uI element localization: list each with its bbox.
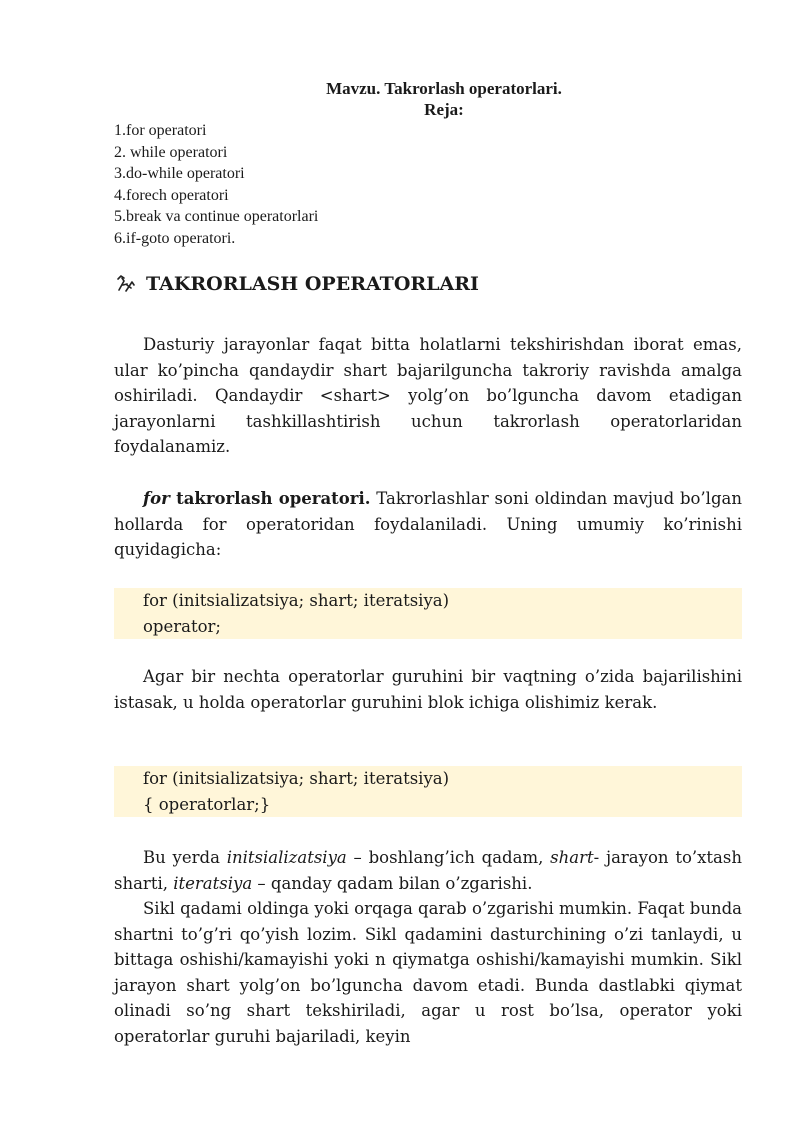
for-heading: takrorlash operatori. xyxy=(169,489,371,508)
section-heading xyxy=(114,272,479,296)
block-paragraph: Agar bir nechta operatorlar guruhini bir vaqtning o’zida bajarilishini istasak, u holda operatorlar guruhini blok ichiga olishimiz kerak. xyxy=(114,667,742,712)
for-paragraph xyxy=(114,486,742,563)
plan-label: Reja: xyxy=(424,100,464,119)
term-iteratsiya: iteratsiya xyxy=(173,873,253,893)
plan-item: 5.break va continue operatorlari xyxy=(114,208,319,226)
explain-text: - jarayon to’xtash sharti, xyxy=(114,848,742,893)
plan-item: 1.for operatori xyxy=(114,122,207,139)
step-paragraph: Sikl qadami oldinga yoki orqaga qarab o’zgarishi mumkin. Faqat bunda shartni to’g’ri qo’yish lozim. Sikl qadamini dasturchining o’zi tanlaydi, u bittaga oshishi/kamayishi yoki n qiymatga oshishi/kamayishi mumkin. Sikl jarayon shart yolg’on bo’lguncha davom etadi. Bunda dastlabki qiymat olinadi so’ng shart tekshiriladi, agar u rost bo’lsa, operator yoki operatorlar guruhi bajariladi, keyin xyxy=(114,899,742,1046)
explain-text: – boshlang’ich qadam, xyxy=(346,848,551,867)
term-shart: shart xyxy=(550,848,594,867)
code-block-single xyxy=(114,588,742,639)
section-heading-text: TAKRORLASH OPERATORLARI xyxy=(146,273,479,295)
plan-item: 2. while operatori xyxy=(114,143,228,161)
topic-title: Mavzu. Takrorlash operatorlari. xyxy=(326,79,562,98)
plan-item: 3.do-while operatori xyxy=(114,165,245,183)
code-line: for (initsializatsiya; shart; iteratsiya) xyxy=(143,591,450,610)
explain-paragraph xyxy=(114,845,742,896)
code-line: { operatorlar;} xyxy=(143,794,271,814)
code-block-multi xyxy=(114,766,742,817)
explain-text: – qanday qadam bilan o’zgarishi. xyxy=(252,873,533,893)
plan-list xyxy=(114,120,318,250)
explain-text: Bu yerda xyxy=(143,848,227,867)
term-initsializatsiya: initsializatsiya xyxy=(226,848,347,867)
plan-item: 6.if-goto operatori. xyxy=(114,229,236,247)
code-line: for (initsializatsiya; shart; iteratsiya) xyxy=(143,769,450,788)
code-line: operator; xyxy=(143,616,221,636)
title-block xyxy=(114,78,774,120)
for-text: Takrorlashlar soni oldindan mavjud bo’lgan hollarda for operatoridan foydalaniladi. Uning umumiy ko’rinishi quyidagicha: xyxy=(114,489,742,559)
decorative-bullet-icon xyxy=(114,272,138,296)
for-keyword: for xyxy=(143,489,170,508)
intro-paragraph: Dasturiy jarayonlar faqat bitta holatlarni tekshirishdan iborat emas, ular ko’pincha qandaydir shart bajarilguncha takroriy ravishda amalga oshiriladi. Qandaydir <shart> yolg’on bo’lguncha davom etadigan jarayonlarni tashkillashtirish uchun takrorlash operatorlaridan foydalanamiz. xyxy=(114,335,742,456)
plan-item: 4.forech operatori xyxy=(114,186,229,204)
